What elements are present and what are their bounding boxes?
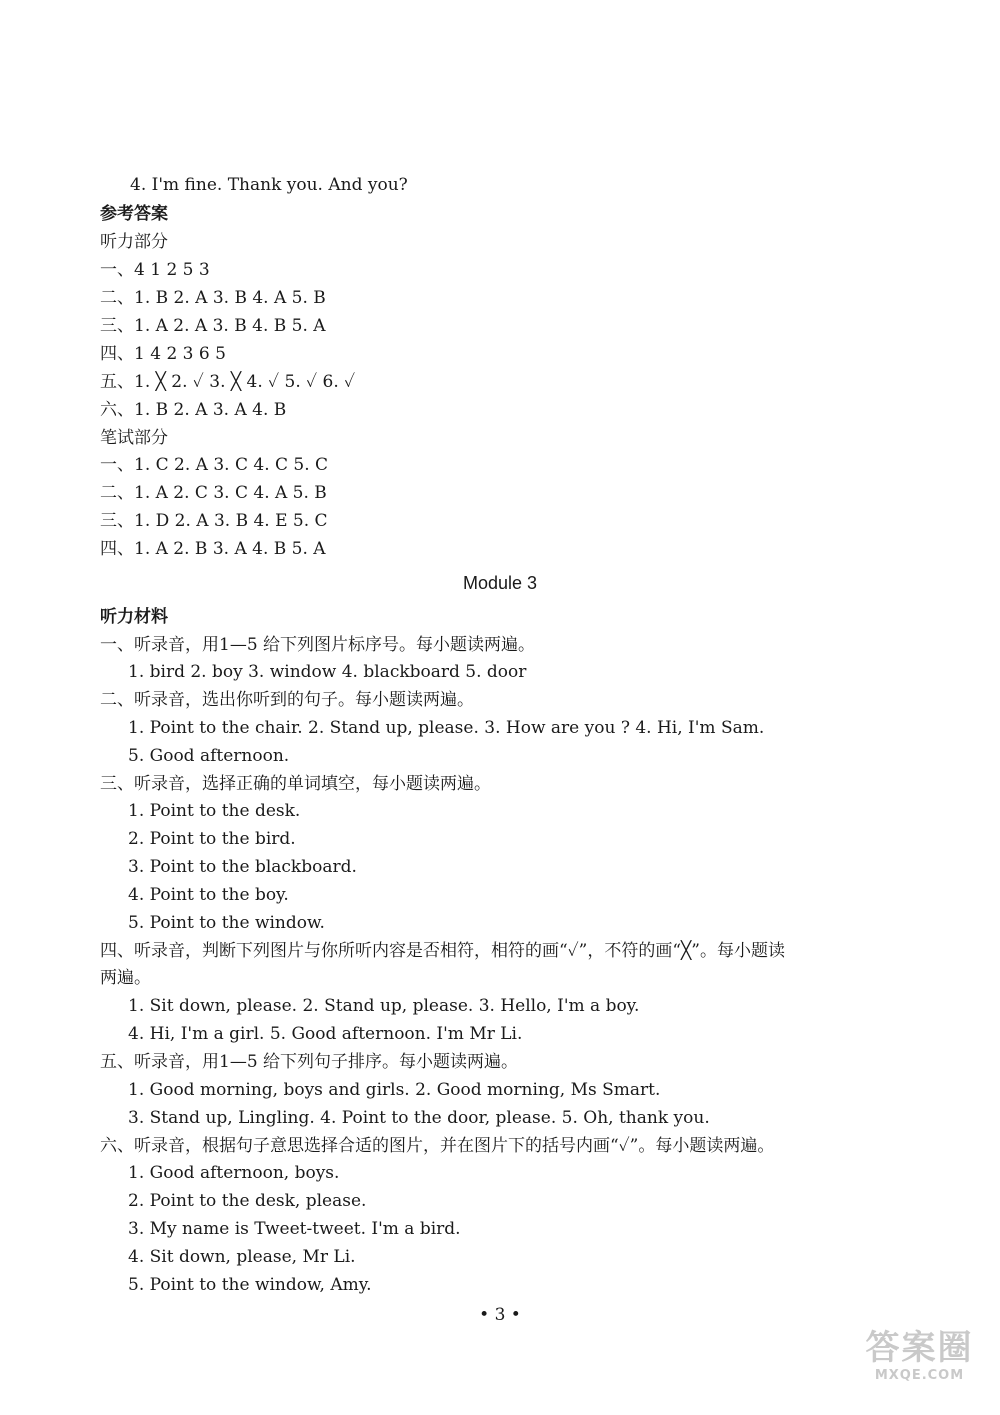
section-instruction: 二、听录音，选出你听到的句子。每小题读两遍。 bbox=[100, 690, 474, 710]
material-line: 4. Sit down, please, Mr Li. bbox=[128, 1247, 356, 1267]
answers-title: 参考答案 bbox=[100, 204, 168, 224]
material-line: 4. Hi, I'm a girl. 5. Good afternoon. I'm Mr Li. bbox=[128, 1024, 523, 1044]
section-instruction: 六、听录音，根据句子意思选择合适的图片，并在图片下的括号内画“✓”。每小题读两遍。 bbox=[100, 1136, 775, 1156]
material-line: 5. Point to the window, Amy. bbox=[128, 1275, 372, 1295]
listening-part-title: 听力部分 bbox=[100, 232, 168, 252]
answer-row: 二、1. A 2. C 3. C 4. A 5. B bbox=[100, 483, 327, 503]
writing-part-title: 笔试部分 bbox=[100, 428, 168, 448]
answer-row: 四、1. A 2. B 3. A 4. B 5. A bbox=[100, 539, 326, 559]
material-line: 5. Point to the window. bbox=[128, 913, 325, 933]
section-instruction: 五、听录音，用1—5 给下列句子排序。每小题读两遍。 bbox=[100, 1052, 519, 1072]
section-instruction: 一、听录音，用1—5 给下列图片标序号。每小题读两遍。 bbox=[100, 635, 536, 655]
answer-row: 四、1 4 2 3 6 5 bbox=[100, 344, 226, 364]
materials-title: 听力材料 bbox=[100, 607, 168, 627]
answer-row: 二、1. B 2. A 3. B 4. A 5. B bbox=[100, 288, 326, 308]
material-line: 3. My name is Tweet-tweet. I'm a bird. bbox=[128, 1219, 461, 1239]
material-line: 2. Point to the bird. bbox=[128, 829, 296, 849]
answer-row: 三、1. D 2. A 3. B 4. E 5. C bbox=[100, 511, 328, 531]
material-line: 3. Point to the blackboard. bbox=[128, 857, 357, 877]
material-line: 1. Point to the chair. 2. Stand up, please. 3. How are you ? 4. Hi, I'm Sam. bbox=[128, 718, 765, 738]
section-instruction: 三、听录音，选择正确的单词填空，每小题读两遍。 bbox=[100, 774, 491, 794]
material-line: 1. bird 2. boy 3. window 4. blackboard 5. door bbox=[128, 662, 527, 682]
section-instruction: 四、听录音，判断下列图片与你所听内容是否相符，相符的画“✓”，不符的画“╳”。每小题读 bbox=[100, 941, 785, 961]
watermark-text: 答案圈 bbox=[865, 1328, 974, 1368]
answer-row: 六、1. B 2. A 3. A 4. B bbox=[100, 400, 287, 420]
watermark-url: MXQE.COM bbox=[874, 1368, 965, 1383]
material-line: 4. Point to the boy. bbox=[128, 885, 289, 905]
module-heading: Module 3 bbox=[462, 573, 538, 593]
material-line: 1. Good morning, boys and girls. 2. Good morning, Ms Smart. bbox=[128, 1080, 661, 1100]
material-line: 1. Point to the desk. bbox=[128, 801, 301, 821]
answer-row: 五、1. ╳ 2. ✓ 3. ╳ 4. ✓ 5. ✓ 6. ✓ bbox=[100, 372, 356, 392]
watermark-logo bbox=[857, 1329, 982, 1393]
answer-row: 一、4 1 2 5 3 bbox=[100, 260, 210, 280]
material-line: 2. Point to the desk, please. bbox=[128, 1191, 367, 1211]
answer-row: 三、1. A 2. A 3. B 4. B 5. A bbox=[100, 316, 326, 336]
section-instruction-cont: 两遍。 bbox=[100, 968, 151, 988]
material-line: 5. Good afternoon. bbox=[128, 746, 290, 766]
answer-row: 一、1. C 2. A 3. C 4. C 5. C bbox=[100, 455, 329, 475]
material-line: 1. Sit down, please. 2. Stand up, please. 3. Hello, I'm a boy. bbox=[128, 996, 640, 1016]
material-line: 1. Good afternoon, boys. bbox=[128, 1163, 340, 1183]
prev-page-line: 4. I'm fine. Thank you. And you? bbox=[130, 175, 408, 195]
material-line: 3. Stand up, Lingling. 4. Point to the door, please. 5. Oh, thank you. bbox=[128, 1108, 710, 1128]
page-number: • 3 • bbox=[479, 1305, 521, 1325]
